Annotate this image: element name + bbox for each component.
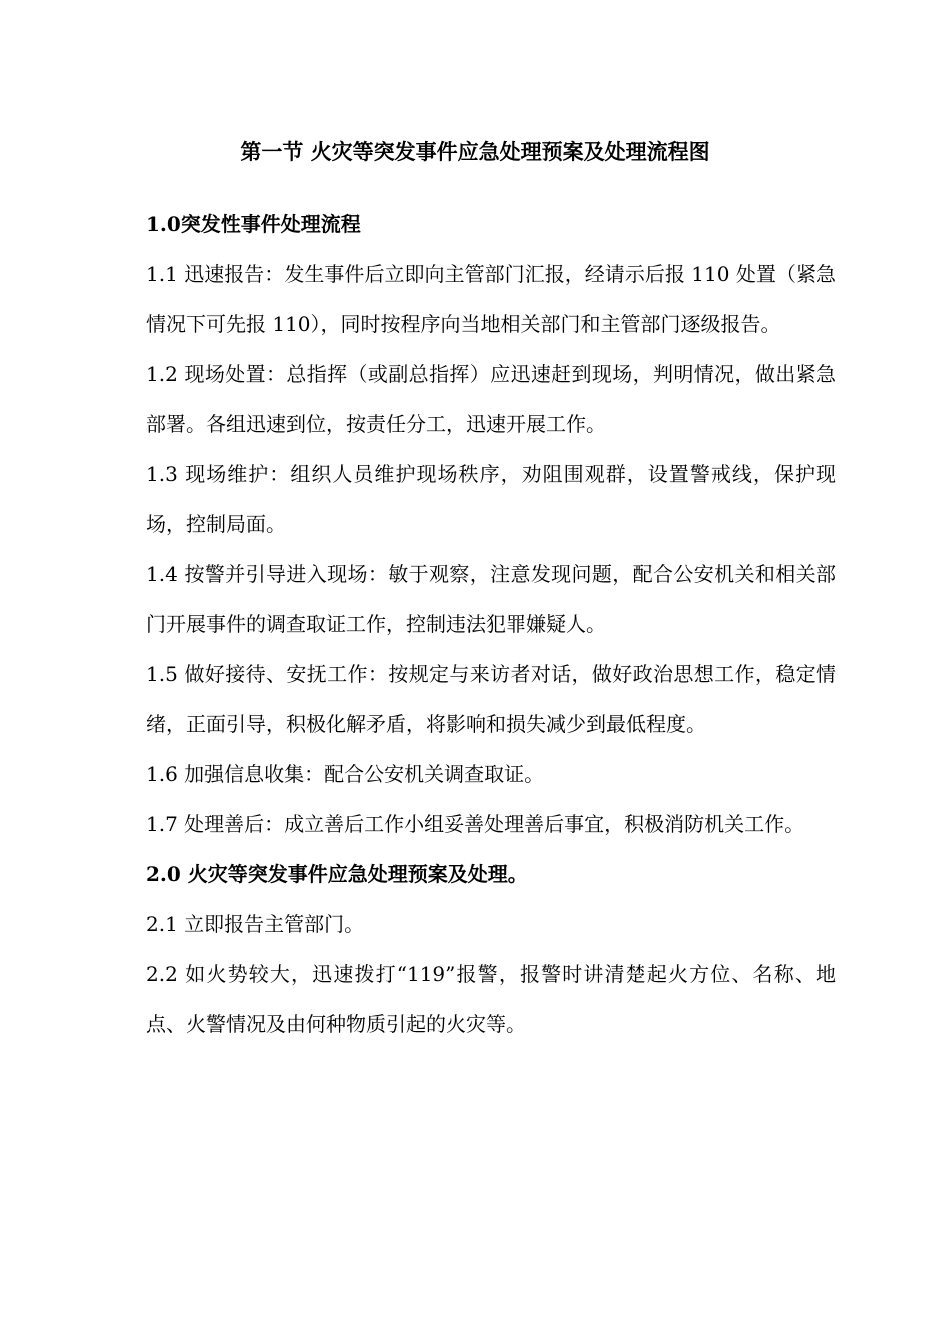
paragraph: 2.1 立即报告主管部门。 — [146, 912, 365, 936]
document-title: 第一节 火灾等突发事件应急处理预案及处理流程图 — [240, 139, 710, 164]
section-2 — [146, 849, 836, 1049]
section-heading: 2.0 火灾等突发事件应急处理预案及处理。 — [146, 862, 528, 886]
section-heading: 1.0突发性事件处理流程 — [146, 212, 361, 236]
paragraph: 1.7 处理善后：成立善后工作小组妥善处理善后事宜，积极消防机关工作。 — [146, 812, 805, 836]
paragraph: 1.3 现场维护：组织人员维护现场秩序，劝阻围观群，设置警戒线，保护现场，控制局面。 — [146, 462, 836, 536]
section-1 — [146, 199, 836, 849]
paragraph: 1.1 迅速报告：发生事件后立即向主管部门汇报，经请示后报 110 处置（紧急情况下可先报 110），同时按程序向当地相关部门和主管部门逐级报告。 — [146, 262, 836, 336]
paragraph: 1.6 加强信息收集：配合公安机关调查取证。 — [146, 762, 545, 786]
paragraph: 1.5 做好接待、安抚工作：按规定与来访者对话，做好政治思想工作，稳定情绪，正面引导，积极化解矛盾，将影响和损失减少到最低程度。 — [146, 662, 836, 736]
paragraph: 2.2 如火势较大，迅速拨打“119”报警，报警时讲清楚起火方位、名称、地点、火警情况及由何种物质引起的火灾等。 — [146, 962, 836, 1036]
paragraph: 1.2 现场处置：总指挥（或副总指挥）应迅速赶到现场，判明情况，做出紧急部署。各组迅速到位，按责任分工，迅速开展工作。 — [146, 362, 836, 436]
document-body — [146, 199, 836, 1049]
paragraph: 1.4 按警并引导进入现场：敏于观察，注意发现问题，配合公安机关和相关部门开展事件的调查取证工作，控制违法犯罪嫌疑人。 — [146, 562, 836, 636]
